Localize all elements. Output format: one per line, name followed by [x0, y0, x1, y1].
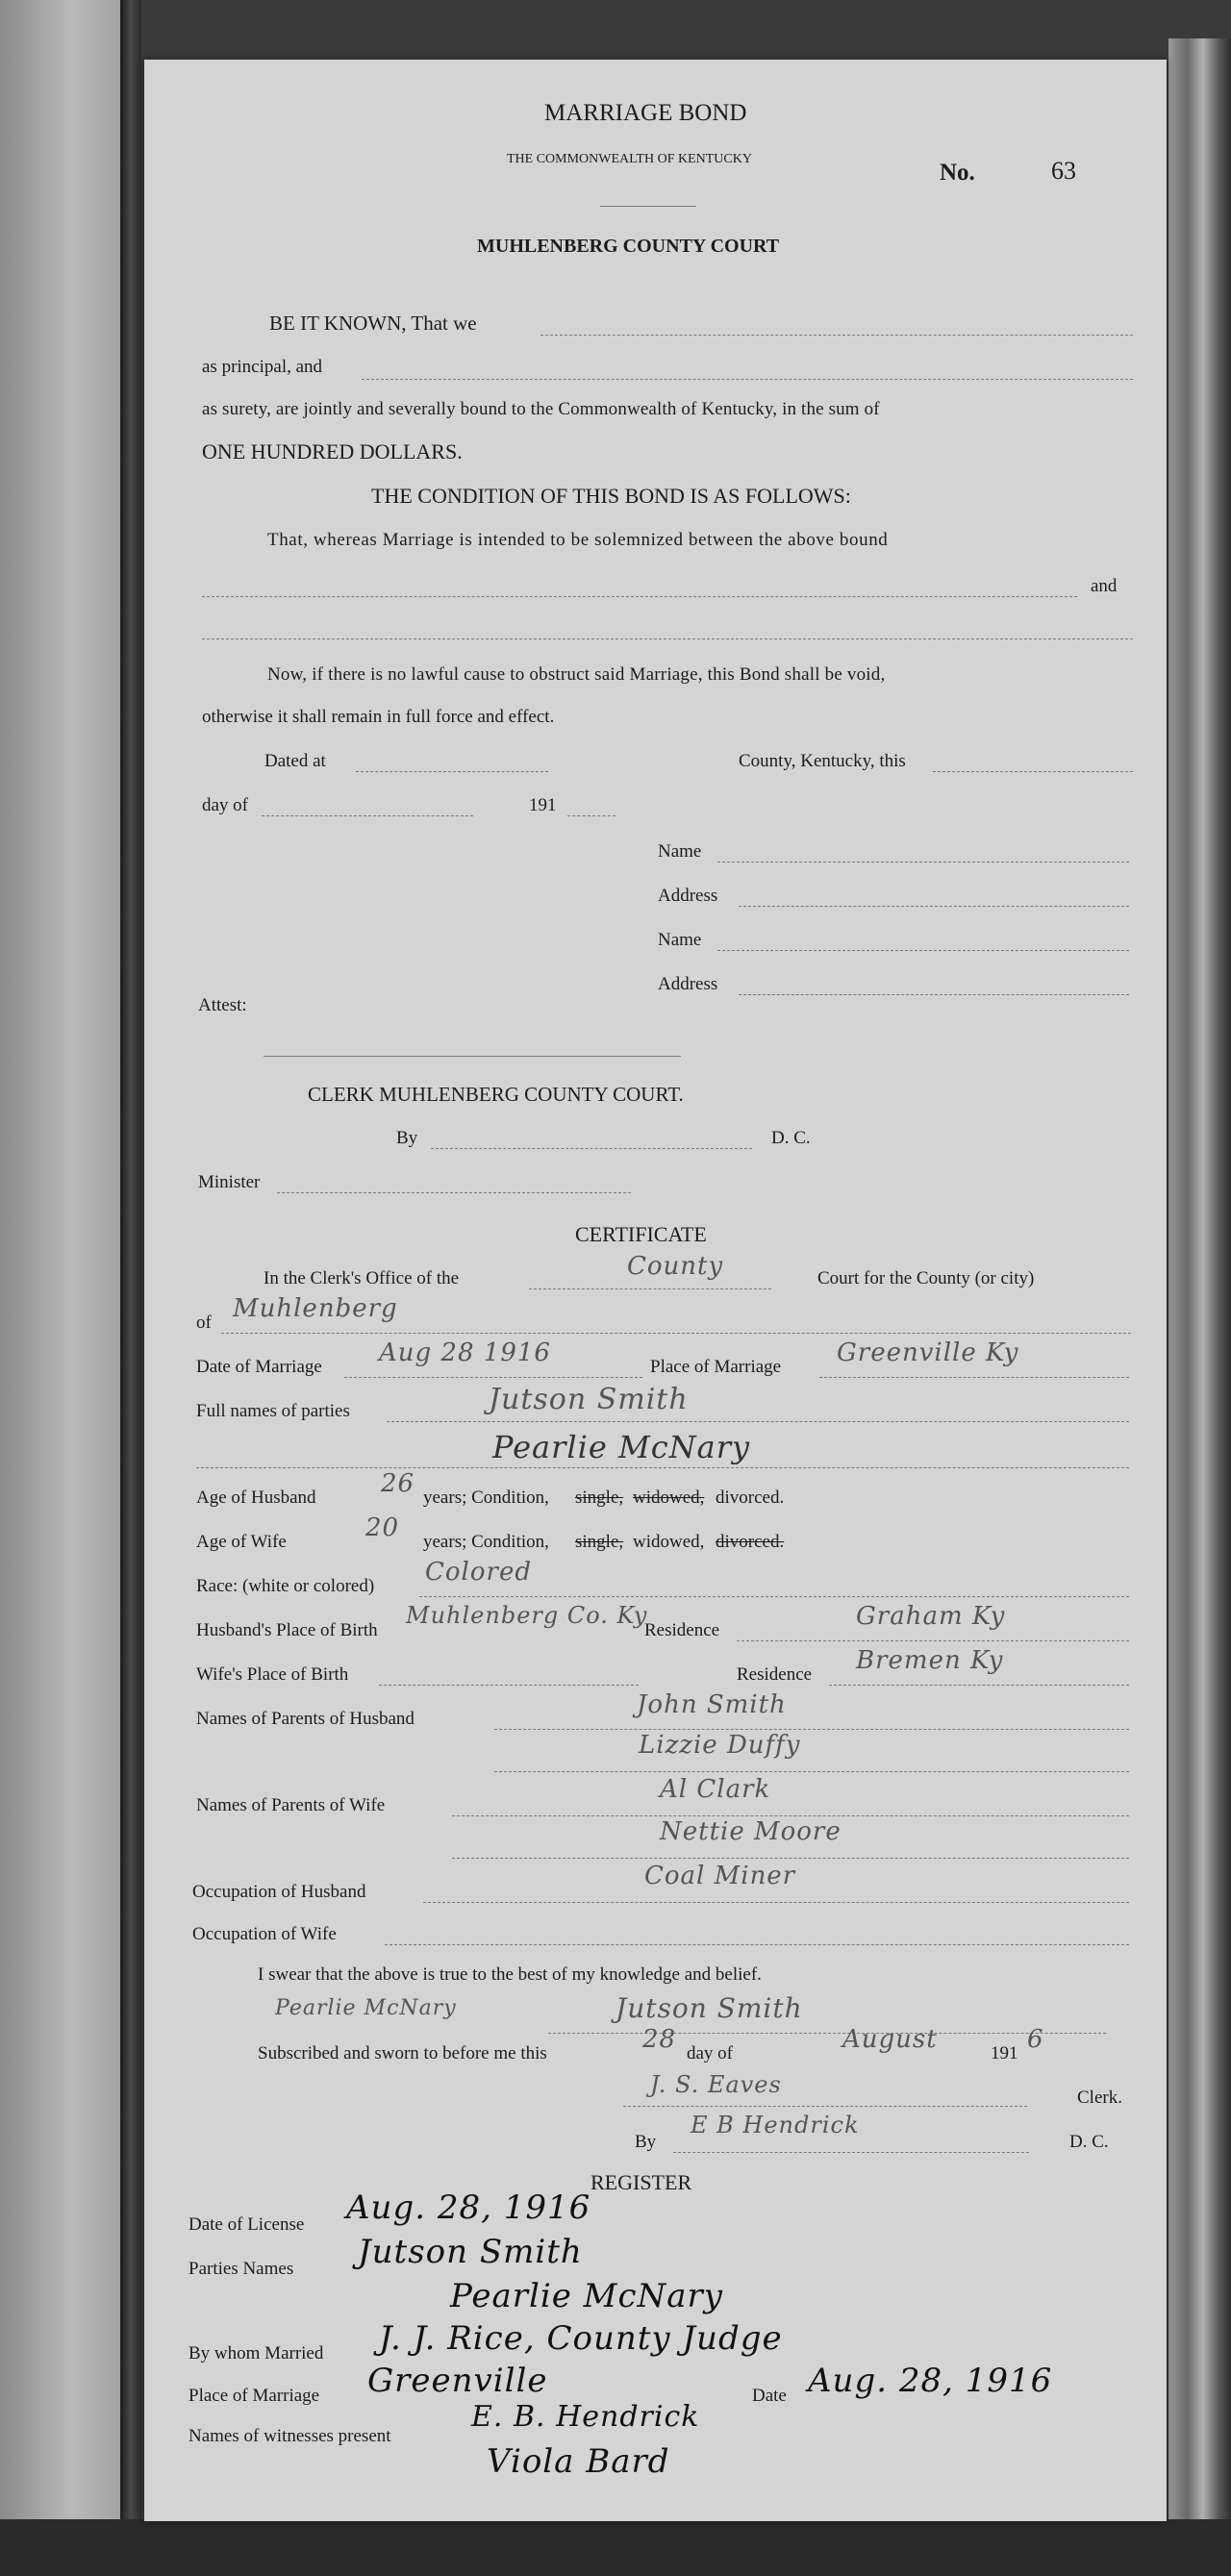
bound-line-2 [202, 638, 1133, 639]
parents-husband-label: Names of Parents of Husband [196, 1709, 415, 1729]
by-whom-value: J. J. Rice, County Judge [379, 2319, 783, 2358]
sworn-day-of-label: day of [687, 2043, 734, 2063]
husband-residence-value: Graham Ky [856, 1602, 1006, 1631]
parent-husband-line-2 [494, 1771, 1129, 1772]
occupation-wife-label: Occupation of Wife [192, 1924, 337, 1944]
witness-2: Viola Bard [487, 2442, 670, 2481]
court-for-label: Court for the County (or city) [817, 1268, 1035, 1288]
whereas-text: That, whereas Marriage is intended to be solemnized between the above bound [267, 530, 889, 550]
cert-by-label: By [635, 2132, 657, 2152]
parent-husband-1: John Smith [637, 1690, 787, 1719]
be-it-known-text: BE IT KNOWN, That we [269, 312, 477, 335]
clerk-court-label: CLERK MUHLENBERG COUNTY COURT. [308, 1083, 684, 1106]
register-party1: Jutson Smith [358, 2233, 583, 2271]
attest-line [264, 1056, 681, 1057]
race-label: Race: (white or colored) [196, 1576, 375, 1596]
signature-line [548, 2033, 1106, 2034]
occupation-husband-line [423, 1902, 1129, 1903]
sworn-year-prefix: 191 [991, 2043, 1018, 2063]
register-heading: REGISTER [590, 2170, 692, 2194]
address-label-2: Address [658, 974, 718, 994]
address-line-2 [739, 994, 1129, 995]
bond-dc-label: D. C. [771, 1128, 811, 1148]
sworn-year-suffix: 6 [1027, 2025, 1044, 2054]
husband-widowed: widowed, [633, 1488, 705, 1508]
witnesses-label: Names of witnesses present [188, 2426, 391, 2446]
bound-line-1 [202, 596, 1077, 597]
surety-line [362, 379, 1133, 380]
party2-line [196, 1467, 1129, 1468]
now-if-text: Now, if there is no lawful cause to obstruct said Marriage, this Bond shall be void, [267, 664, 886, 685]
bond-number: 63 [1051, 157, 1076, 185]
husband-residence-line [737, 1640, 1129, 1641]
wife-residence-value: Bremen Ky [856, 1646, 1004, 1675]
dated-at-label: Dated at [264, 751, 326, 771]
age-wife-label: Age of Wife [196, 1532, 287, 1552]
place-of-marriage-value: Greenville Ky [837, 1338, 1019, 1367]
address-label-1: Address [658, 886, 718, 906]
principal-line [540, 335, 1133, 336]
wife-residence-line [829, 1685, 1129, 1686]
register-place-value: Greenville [367, 2362, 548, 2400]
wife-condition-text: years; Condition, [423, 1532, 549, 1552]
minister-label: Minister [198, 1172, 261, 1192]
year-line [567, 815, 616, 816]
husband-birth-label: Husband's Place of Birth [196, 1620, 378, 1640]
place-of-marriage-line [819, 1377, 1129, 1378]
license-value: Aug. 28, 1916 [346, 2188, 591, 2227]
sworn-month: August [842, 2025, 938, 2054]
swear-statement: I swear that the above is true to the best of my knowledge and belief. [258, 1964, 762, 1985]
wife-residence-label: Residence [737, 1664, 813, 1685]
husband-birth-value: Muhlenberg Co. Ky [406, 1602, 648, 1629]
cert-clerk-label: Clerk. [1077, 2088, 1122, 2108]
occupation-husband-value: Coal Miner [644, 1862, 796, 1890]
parents-wife-label: Names of Parents of Wife [196, 1795, 386, 1815]
clerk-signature: J. S. Eaves [650, 2071, 782, 2098]
parent-wife-line-2 [452, 1858, 1129, 1859]
wife-birth-line [379, 1685, 639, 1686]
bond-number-label: No. [940, 160, 975, 186]
witness-1: E. B. Hendrick [471, 2400, 700, 2434]
this-line [933, 771, 1133, 772]
book-spine [120, 0, 141, 2576]
sworn-day: 28 [642, 2025, 677, 2054]
county-ky-label: County, Kentucky, this [739, 751, 906, 771]
cert-dc-label: D. C. [1069, 2132, 1109, 2152]
name-label-1: Name [658, 841, 702, 862]
adjacent-page [0, 0, 120, 2576]
age-wife-value: 20 [365, 1513, 400, 1542]
wife-signature: Pearlie McNary [275, 1996, 457, 2020]
parent-wife-1: Al Clark [660, 1775, 771, 1804]
as-principal-text: as principal, and [202, 357, 323, 377]
scan-border [0, 2519, 1231, 2576]
wife-divorced: divorced. [716, 1532, 785, 1552]
office-value: County [627, 1252, 724, 1281]
husband-condition-text: years; Condition, [423, 1488, 549, 1508]
bond-by-label: By [396, 1128, 418, 1148]
address-line-1 [739, 906, 1129, 907]
form-subtitle: THE COMMONWEALTH OF KENTUCKY [507, 152, 752, 166]
of-line [221, 1333, 1131, 1334]
party2-value: Pearlie McNary [492, 1429, 751, 1465]
age-husband-value: 26 [381, 1469, 415, 1498]
office-line [529, 1288, 771, 1289]
race-value: Colored [425, 1558, 532, 1587]
condition-heading: THE CONDITION OF THIS BOND IS AS FOLLOWS: [371, 484, 851, 508]
place-of-marriage-label: Place of Marriage [650, 1357, 782, 1377]
register-date-value: Aug. 28, 1916 [808, 2362, 1053, 2400]
party1-line [387, 1421, 1129, 1422]
husband-single: single, [575, 1488, 624, 1508]
and-label: and [1091, 576, 1118, 596]
license-label: Date of License [188, 2214, 305, 2235]
parties-names-label: Parties Names [188, 2259, 294, 2279]
date-of-marriage-value: Aug 28 1916 [379, 1338, 551, 1367]
deputy-signature: E B Hendrick [691, 2112, 860, 2138]
parent-wife-2: Nettie Moore [660, 1817, 842, 1846]
deputy-line [673, 2152, 1029, 2153]
divider [600, 206, 696, 207]
court-heading: MUHLENBERG COUNTY COURT [477, 236, 780, 257]
as-surety-text: as surety, are jointly and severally bound to the Commonwealth of Kentucky, in the sum of [202, 399, 880, 419]
clerks-office-label: In the Clerk's Office of the [264, 1268, 460, 1288]
day-line [262, 815, 473, 816]
marriage-bond-page [144, 60, 1167, 2521]
date-of-marriage-label: Date of Marriage [196, 1357, 322, 1377]
day-of-label: day of [202, 795, 249, 815]
husband-residence-label: Residence [644, 1620, 720, 1640]
parent-husband-line-1 [494, 1729, 1129, 1730]
occupation-wife-line [385, 1944, 1129, 1945]
dated-at-line [356, 771, 548, 772]
race-line [419, 1596, 1129, 1597]
by-whom-label: By whom Married [188, 2343, 324, 2363]
certificate-heading: CERTIFICATE [575, 1222, 707, 1246]
register-party2: Pearlie McNary [450, 2277, 724, 2315]
register-place-label: Place of Marriage [188, 2386, 320, 2406]
party1-value: Jutson Smith [489, 1383, 689, 1416]
occupation-husband-label: Occupation of Husband [192, 1882, 366, 1902]
age-husband-label: Age of Husband [196, 1488, 316, 1508]
husband-divorced: divorced. [716, 1488, 785, 1508]
name-label-2: Name [658, 930, 702, 950]
year-prefix: 191 [529, 795, 557, 815]
minister-line [277, 1192, 631, 1193]
name-line-1 [717, 862, 1129, 863]
date-of-marriage-line [344, 1377, 642, 1378]
otherwise-text: otherwise it shall remain in full force and effect. [202, 707, 555, 727]
register-date-label: Date [752, 2386, 787, 2406]
name-line-2 [717, 950, 1129, 951]
attest-label: Attest: [198, 995, 247, 1015]
parent-wife-line-1 [452, 1815, 1129, 1816]
clerk-line [623, 2106, 1027, 2107]
of-label: of [196, 1313, 212, 1333]
of-county-value: Muhlenberg [233, 1294, 398, 1323]
parent-husband-2: Lizzie Duffy [639, 1731, 801, 1760]
form-title: MARRIAGE BOND [544, 100, 747, 126]
wife-birth-label: Wife's Place of Birth [196, 1664, 349, 1685]
subscribed-text: Subscribed and sworn to before me this [258, 2043, 547, 2063]
wife-widowed: widowed, [633, 1532, 705, 1552]
full-names-label: Full names of parties [196, 1401, 350, 1421]
wife-single: single, [575, 1532, 624, 1552]
bond-sum-text: ONE HUNDRED DOLLARS. [202, 439, 463, 463]
page-stack-edge [1168, 38, 1231, 2538]
bond-by-line [431, 1148, 752, 1149]
husband-signature: Jutson Smith [616, 1992, 803, 2024]
